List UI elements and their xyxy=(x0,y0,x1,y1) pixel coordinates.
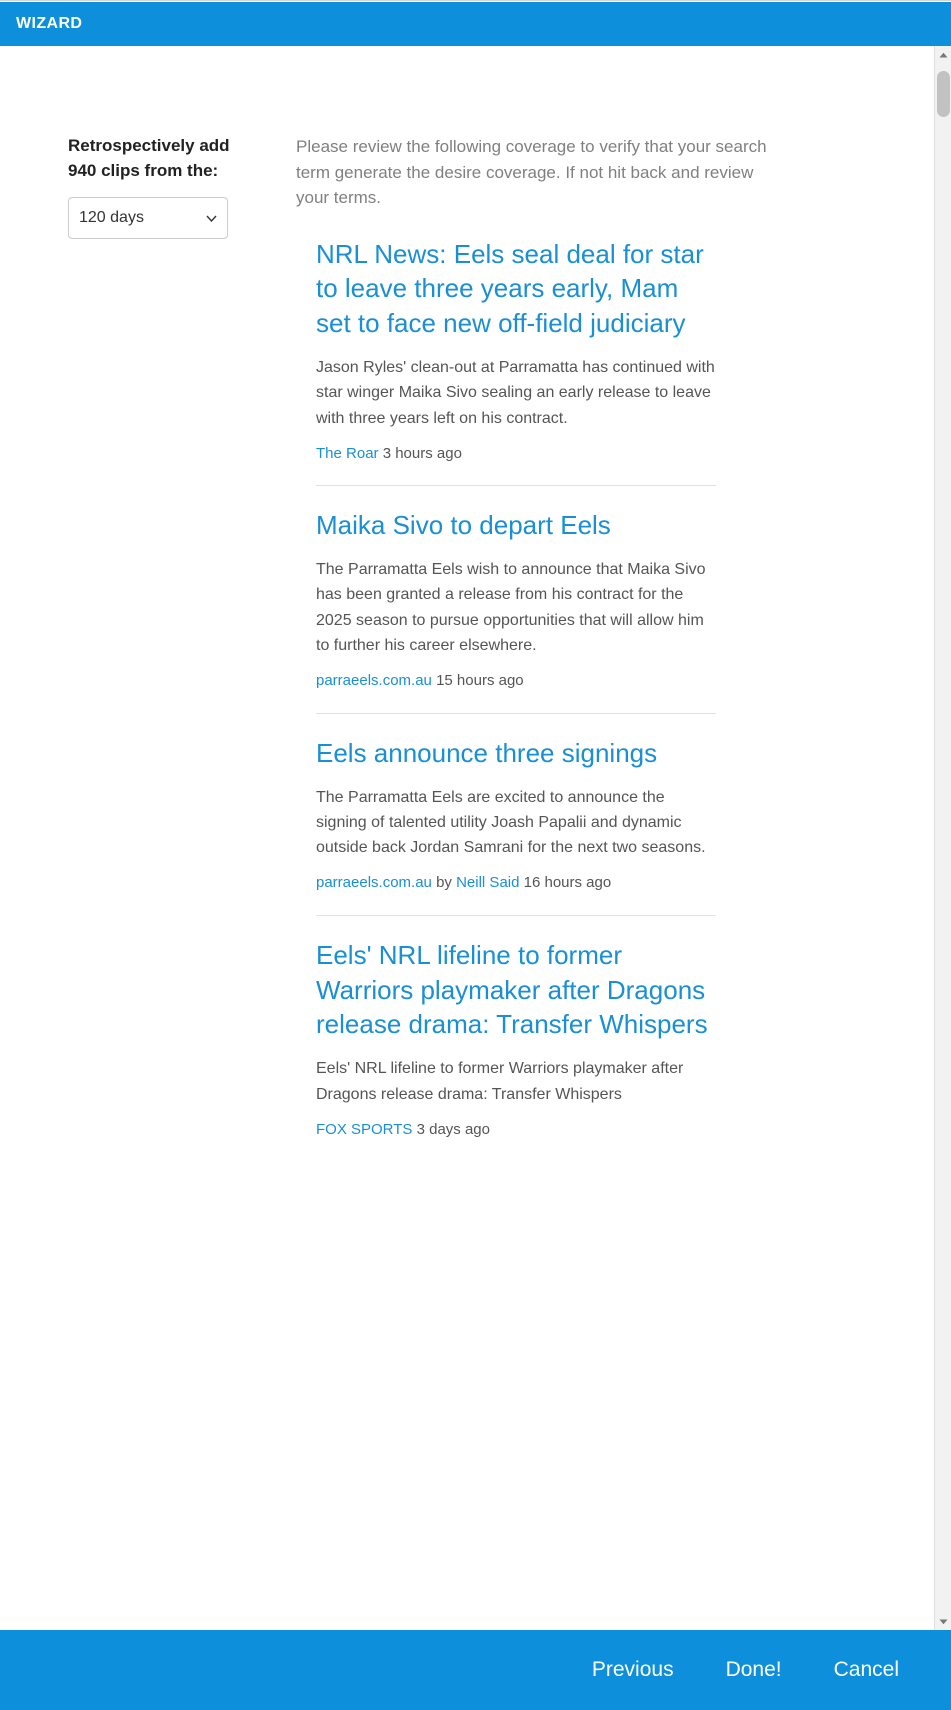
list-item[interactable] xyxy=(316,237,716,487)
article-title[interactable]: Eels announce three signings xyxy=(316,737,658,768)
article-author-link[interactable]: Neill Said xyxy=(456,874,520,892)
article-list xyxy=(296,237,716,1162)
period-select[interactable] xyxy=(68,197,228,239)
article-title[interactable]: NRL News: Eels seal deal for star to leave three years early, Mam set to face new off-field judiciary xyxy=(316,238,704,339)
list-item[interactable] xyxy=(316,736,716,916)
scrollbar-track[interactable] xyxy=(935,63,951,1613)
wizard-footer xyxy=(0,1630,951,1710)
sidebar-panel xyxy=(0,46,270,1630)
list-item[interactable] xyxy=(316,508,716,713)
article-time: 16 hours ago xyxy=(523,874,612,892)
window-title: WIZARD xyxy=(16,15,83,32)
article-meta xyxy=(316,670,716,693)
done-button[interactable]: Done! xyxy=(724,1654,784,1686)
coverage-panel xyxy=(270,46,951,1630)
article-title[interactable]: Eels' NRL lifeline to former Warriors playmaker after Dragons release drama: Transfer Whispers xyxy=(316,939,708,1040)
article-summary: Jason Ryles' clean-out at Parramatta has continued with star winger Maika Sivo sealing an early release to leave with three years left on his contract. xyxy=(316,358,715,427)
previous-button[interactable]: Previous xyxy=(590,1654,676,1686)
scroll-up-icon[interactable] xyxy=(935,46,951,63)
wizard-body xyxy=(0,46,951,1630)
article-meta xyxy=(316,1119,716,1142)
article-source-link[interactable]: The Roar xyxy=(316,444,379,462)
scroll-down-icon[interactable] xyxy=(935,1613,951,1630)
article-source-link[interactable]: parraeels.com.au xyxy=(316,874,432,892)
vertical-scrollbar[interactable] xyxy=(934,46,951,1630)
cancel-button[interactable]: Cancel xyxy=(832,1654,901,1686)
article-title[interactable]: Maika Sivo to depart Eels xyxy=(316,510,611,541)
article-meta xyxy=(316,872,716,895)
content-area xyxy=(0,46,951,1630)
scrollbar-thumb[interactable] xyxy=(937,71,950,117)
article-summary: The Parramatta Eels are excited to announce the signing of talented utility Joash Papalii and dynamic outside back Jordan Samrani for the next two seasons. xyxy=(316,788,706,857)
article-time: 3 hours ago xyxy=(382,444,462,462)
article-summary: The Parramatta Eels wish to announce that Maika Sivo has been granted a release from his contract for the 2025 season to pursue opportunities that will allow him to further his career elsewhere. xyxy=(316,561,706,654)
window-titlebar xyxy=(0,2,951,46)
review-instructions: Please review the following coverage to verify that your search term generate the desire coverage. If not hit back and review your terms. xyxy=(296,137,767,207)
list-item[interactable] xyxy=(316,938,716,1162)
article-time: 3 days ago xyxy=(416,1120,490,1138)
article-meta xyxy=(316,443,716,466)
article-source-link[interactable]: parraeels.com.au xyxy=(316,672,432,690)
article-summary: Eels' NRL lifeline to former Warriors playmaker after Dragons release drama: Transfer Whispers xyxy=(316,1060,684,1103)
chevron-down-icon xyxy=(205,212,217,224)
period-select-value: 120 days xyxy=(79,209,144,227)
article-time: 15 hours ago xyxy=(436,672,524,690)
article-by-label: by xyxy=(436,874,452,892)
retro-add-label: Retrospectively add 940 clips from the: xyxy=(68,136,230,180)
article-source-link[interactable]: FOX SPORTS xyxy=(316,1120,413,1138)
